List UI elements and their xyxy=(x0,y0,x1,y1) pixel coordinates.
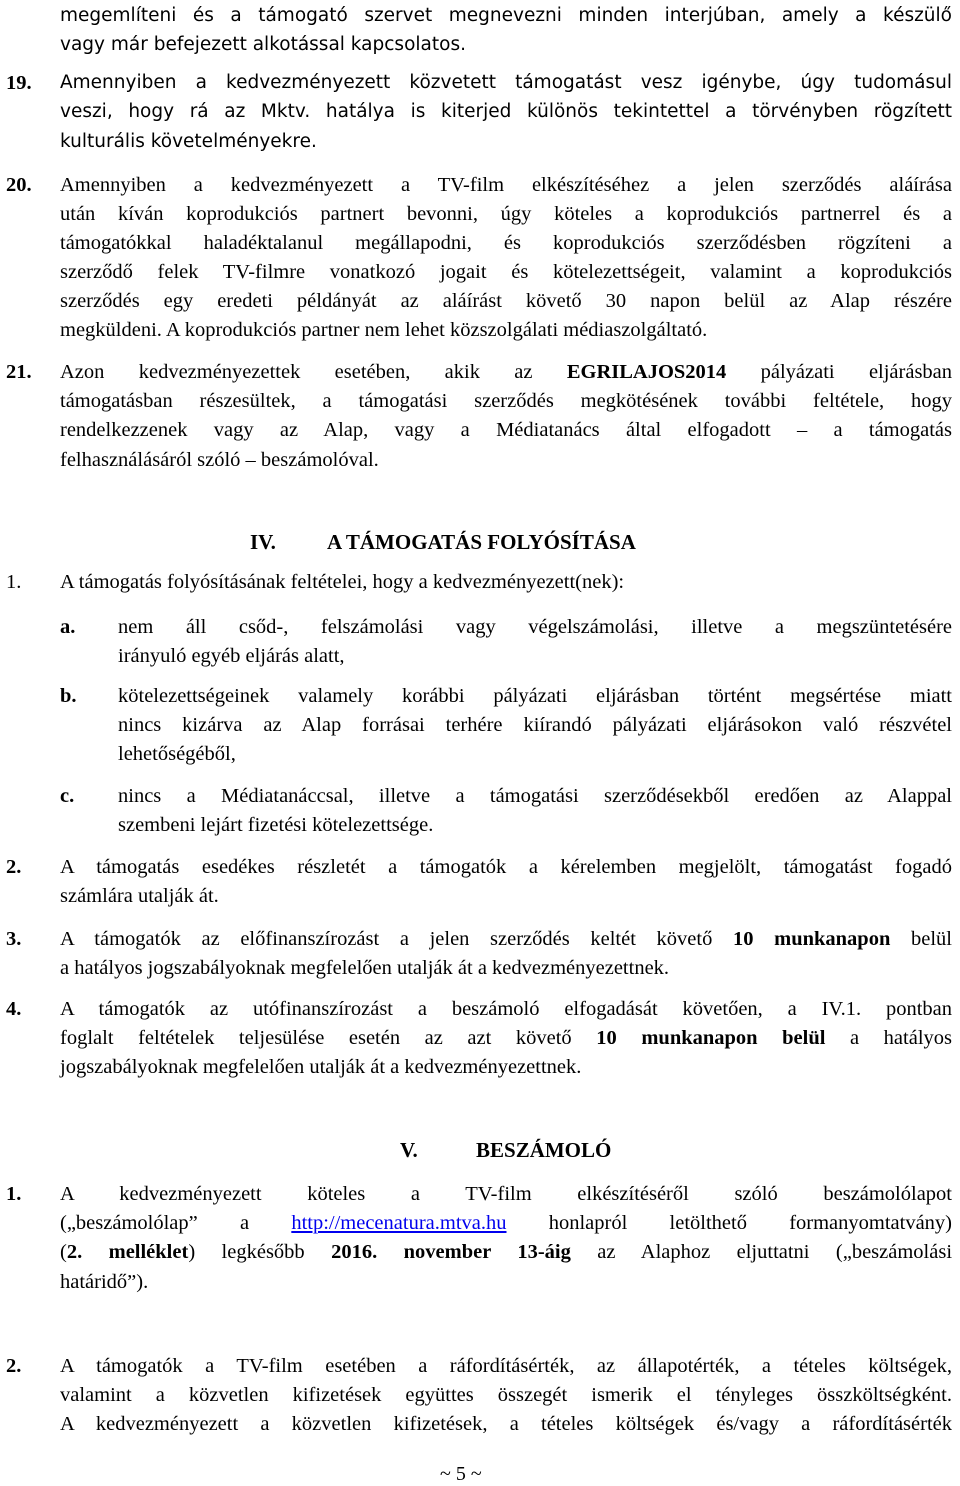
s4-subitem-c-letter: c. xyxy=(60,785,75,807)
competition-code: EGRILAJOS2014 xyxy=(566,361,727,383)
section-v-title: BESZÁMOLÓ xyxy=(476,1138,612,1162)
s4-subitem-b-letter: b. xyxy=(60,685,77,707)
s4-item-4-number: 4. xyxy=(6,998,22,1020)
p21-line-3: rendelkezzenek vagy az Alap, vagy a Médiatanács által elfogadott – a támogatás xyxy=(60,419,952,441)
section-iv-title: A TÁMOGATÁS FOLYÓSÍTÁSA xyxy=(327,530,636,554)
p21-line-4: felhasználásáról szóló – beszámolóval. xyxy=(60,449,379,471)
s5-item-1-line-2: („beszámolólap” a http://mecenatura.mtva.hu honlapról letölthető formanyomtatvány) xyxy=(60,1212,952,1234)
p19-line-3: kulturális követelményekre. xyxy=(60,131,317,152)
p20-line-5: szerződés egy eredeti példányát az aláírást követő 30 napon belül az Alap részére xyxy=(60,290,952,312)
s5-item-2-line-3: A kedvezményezett a közvetlen kifizetések, a tételes költségek és/vagy a ráfordításérték xyxy=(60,1413,952,1435)
section-iv-numeral: IV. xyxy=(250,530,276,554)
s5-item-1-line-3: (2. melléklet) legkésőbb 2016. november 13-áig az Alaphoz eljuttatni („beszámolási xyxy=(60,1241,953,1263)
p20-line-1: Amennyiben a kedvezményezett a TV-film elkészítéséhez a jelen szerződés aláírása xyxy=(60,174,952,196)
paragraph-number-19: 19. xyxy=(6,72,32,94)
s4-subitem-c-line-1: nincs a Médiatanáccsal, illetve a támogatási szerződésekből eredően az Alappal xyxy=(118,785,952,807)
p20-line-6: megküldeni. A koprodukciós partner nem lehet közszolgálati médiaszolgáltató. xyxy=(60,319,708,341)
paragraph-number-21: 21. xyxy=(6,361,32,383)
s4-item-2-number: 2. xyxy=(6,856,22,878)
p21-line-1: Azon kedvezményezettek esetében, akik az EGRILAJOS2014 pályázati eljárásban xyxy=(60,361,953,383)
p19-line-1: Amennyiben a kedvezményezett közvetett támogatást vesz igénybe, úgy tudomásul xyxy=(60,72,952,93)
s4-item-3-line-1: A támogatók az előfinanszírozást a jelen szerződés keltét követő 10 munkanapon belül xyxy=(60,928,952,950)
s4-item-2-line-2: számlára utalják át. xyxy=(60,885,219,907)
s5-item-1-line-4: határidő”). xyxy=(60,1271,149,1293)
s4-item-1-number: 1. xyxy=(6,571,22,593)
intro-line-1: megemlíteni és a támogató szervet megnevezni minden interjúban, amely a készülő xyxy=(60,5,952,26)
s5-item-2-line-2: valamint a közvetlen kifizetések együttes összegét ismerik el tényleges összköltségként. xyxy=(60,1384,952,1406)
s4-subitem-b-line-2: nincs kizárva az Alap forrásai terhére kiírandó pályázati eljárásokon való részvétel xyxy=(118,714,952,736)
p20-line-2: után kíván koprodukciós partnert bevonni, úgy köteles a koprodukciós partnerrel és a xyxy=(60,203,952,225)
s5-item-2-number: 2. xyxy=(6,1355,22,1377)
s4-subitem-b-line-3: lehetőségéből, xyxy=(118,743,236,765)
page-number: ~ 5 ~ xyxy=(440,1463,482,1485)
s4-subitem-a-line-1: nem áll csőd-, felszámolási vagy végelszámolási, illetve a megszüntetésére xyxy=(118,616,952,638)
paragraph-number-20: 20. xyxy=(6,174,32,196)
s4-subitem-a-letter: a. xyxy=(60,616,76,638)
s4-subitem-b-line-1: kötelezettségeinek valamely korábbi pályázati eljárásban történt megsértése miatt xyxy=(118,685,952,707)
workday-deadline: 10 munkanapon xyxy=(732,928,891,950)
s4-item-1-text: A támogatás folyósításának feltételei, hogy a kedvezményezett(nek): xyxy=(60,571,625,593)
workday-deadline: 10 munkanapon belül xyxy=(596,1027,826,1049)
mecenatura-link[interactable]: http://mecenatura.mtva.hu xyxy=(291,1212,507,1234)
section-v-numeral: V. xyxy=(400,1138,418,1162)
s4-item-3-line-2: a hatályos jogszabályoknak megfelelően utalják át a kedvezményezettnek. xyxy=(60,957,670,979)
s4-item-3-number: 3. xyxy=(6,928,22,950)
s5-item-1-number: 1. xyxy=(6,1183,22,1205)
s4-item-4-line-3: jogszabályoknak megfelelően utalják át a kedvezményezettnek. xyxy=(60,1056,582,1078)
s4-item-4-line-1: A támogatók az utófinanszírozást a beszámoló elfogadását követően, a IV.1. pontban xyxy=(60,998,952,1020)
s5-item-1-line-1: A kedvezményezett köteles a TV-film elkészítéséről szóló beszámolólapot xyxy=(60,1183,952,1205)
s4-item-4-line-2: foglalt feltételek teljesülése esetén az azt követő 10 munkanapon belül a hatályos xyxy=(60,1027,953,1049)
s5-item-2-line-1: A támogatók a TV-film esetében a ráfordításérték, az állapotérték, a tételes költségek, xyxy=(60,1355,952,1377)
s4-item-2-line-1: A támogatás esedékes részletét a támogatók a kérelemben megjelölt, támogatást fogadó xyxy=(60,856,952,878)
s4-subitem-a-line-2: irányuló egyéb eljárás alatt, xyxy=(118,645,345,667)
s4-subitem-c-line-2: szembeni lejárt fizetési kötelezettsége. xyxy=(118,814,434,836)
intro-line-2: vagy már befejezett alkotással kapcsolatos. xyxy=(60,34,466,55)
p20-line-4: szerződő felek TV-filmre vonatkozó jogait és kötelezettségeit, valamint a koprodukciós xyxy=(60,261,952,283)
report-deadline: 2016. november 13-áig xyxy=(331,1241,571,1263)
p21-line-2: támogatásban részesültek, a támogatási szerződés megkötésének további feltétele, hogy xyxy=(60,390,952,412)
p19-line-2: veszi, hogy rá az Mktv. hatálya is kiterjed különös tekintettel a törvényben rögzített xyxy=(60,101,952,122)
p20-line-3: támogatókkal haladéktalanul megállapodni, és koprodukciós szerződésben rögzíteni a xyxy=(60,232,952,254)
